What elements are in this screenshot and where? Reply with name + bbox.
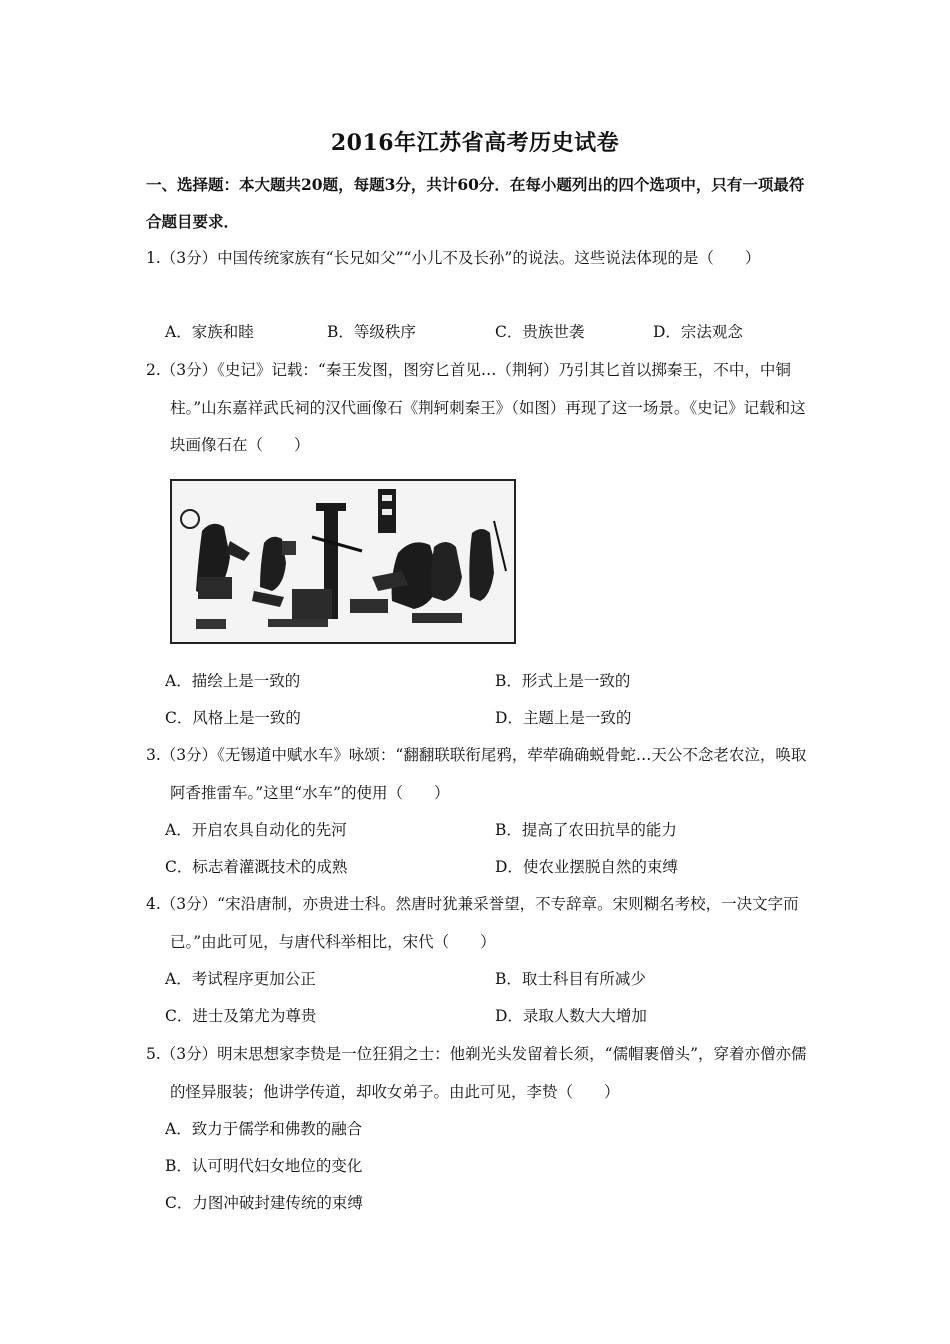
option-c: C．进士及第尤为尊贵 xyxy=(165,1007,317,1025)
option-d: D．主题上是一致的 xyxy=(495,709,632,727)
option-d: D．宗法观念 xyxy=(653,323,743,341)
option-d: D．使农业摆脱自然的束缚 xyxy=(495,858,678,876)
section-heading: 一、选择题：本大题共20题，每题3分，共计60分．在每小题列出的四个选项中，只有一项最符合题目要求． xyxy=(146,175,805,231)
question-3 xyxy=(146,737,812,812)
question-stem: 4.（3分）“宋沿唐制，亦贵进士科。然唐时犹兼采誉望，不专辞章。宋则糊名考校，一决文字而已。”由此可见，与唐代科举相比，宋代（ ） xyxy=(146,895,799,951)
question-4 xyxy=(146,886,812,961)
option-d: D．录取人数大大增加 xyxy=(495,1007,647,1025)
option-b: B．形式上是一致的 xyxy=(495,672,631,690)
option-c: C．标志着灌溉技术的成熟 xyxy=(165,858,348,876)
option-a: A．致力于儒学和佛教的融合 xyxy=(165,1120,363,1138)
question-stem: 3.（3分）《无锡道中赋水车》咏颂：“翻翻联联衔尾鸦，荦荦确确蜕骨蛇…天公不念老农泣，唤取阿香推雷车。”这里“水车”的使用（ ） xyxy=(146,746,807,802)
question-2 xyxy=(146,352,812,465)
question-stem: 5.（3分）明末思想家李贽是一位狂狷之士：他剃光头发留着长须，“儒帽裹僧头”，穿着亦僧亦儒的怪异服装；他讲学传道，却收女弟子。由此可见，李贽（ ） xyxy=(146,1045,807,1101)
page-title: 2016年江苏省高考历史试卷 xyxy=(330,130,620,156)
option-a: A．开启农具自动化的先河 xyxy=(165,821,347,839)
option-c: C．力图冲破封建传统的束缚 xyxy=(165,1194,363,1212)
option-b: B．认可明代妇女地位的变化 xyxy=(165,1157,363,1175)
option-a: A．考试程序更加公正 xyxy=(165,970,316,988)
option-a: A．家族和睦 xyxy=(165,323,254,341)
option-c: C．贵族世袭 xyxy=(495,323,585,341)
option-c: C．风格上是一致的 xyxy=(165,709,301,727)
option-b: B．等级秩序 xyxy=(327,323,416,341)
option-b: B．提高了农田抗旱的能力 xyxy=(495,821,677,839)
option-a: A．描绘上是一致的 xyxy=(165,672,301,690)
question-stem: 1.（3分）中国传统家族有“长兄如父”“小儿不及长孙”的说法。这些说法体现的是（ ） xyxy=(146,249,761,267)
stone-relief-image xyxy=(170,479,516,644)
question-stem: 2.（3分）《史记》记载：“秦王发图，图穷匕首见…（荆轲）乃引其匕首以掷秦王，不中，中铜柱。”山东嘉祥武氏祠的汉代画像石《荆轲刺秦王》（如图）再现了这一场景。《史记》记载和这块画像石在（ ） xyxy=(146,361,806,454)
question-5 xyxy=(146,1036,812,1111)
option-b: B．取士科目有所减少 xyxy=(495,970,646,988)
question-1 xyxy=(146,240,812,278)
stone-relief-icon xyxy=(172,481,514,642)
